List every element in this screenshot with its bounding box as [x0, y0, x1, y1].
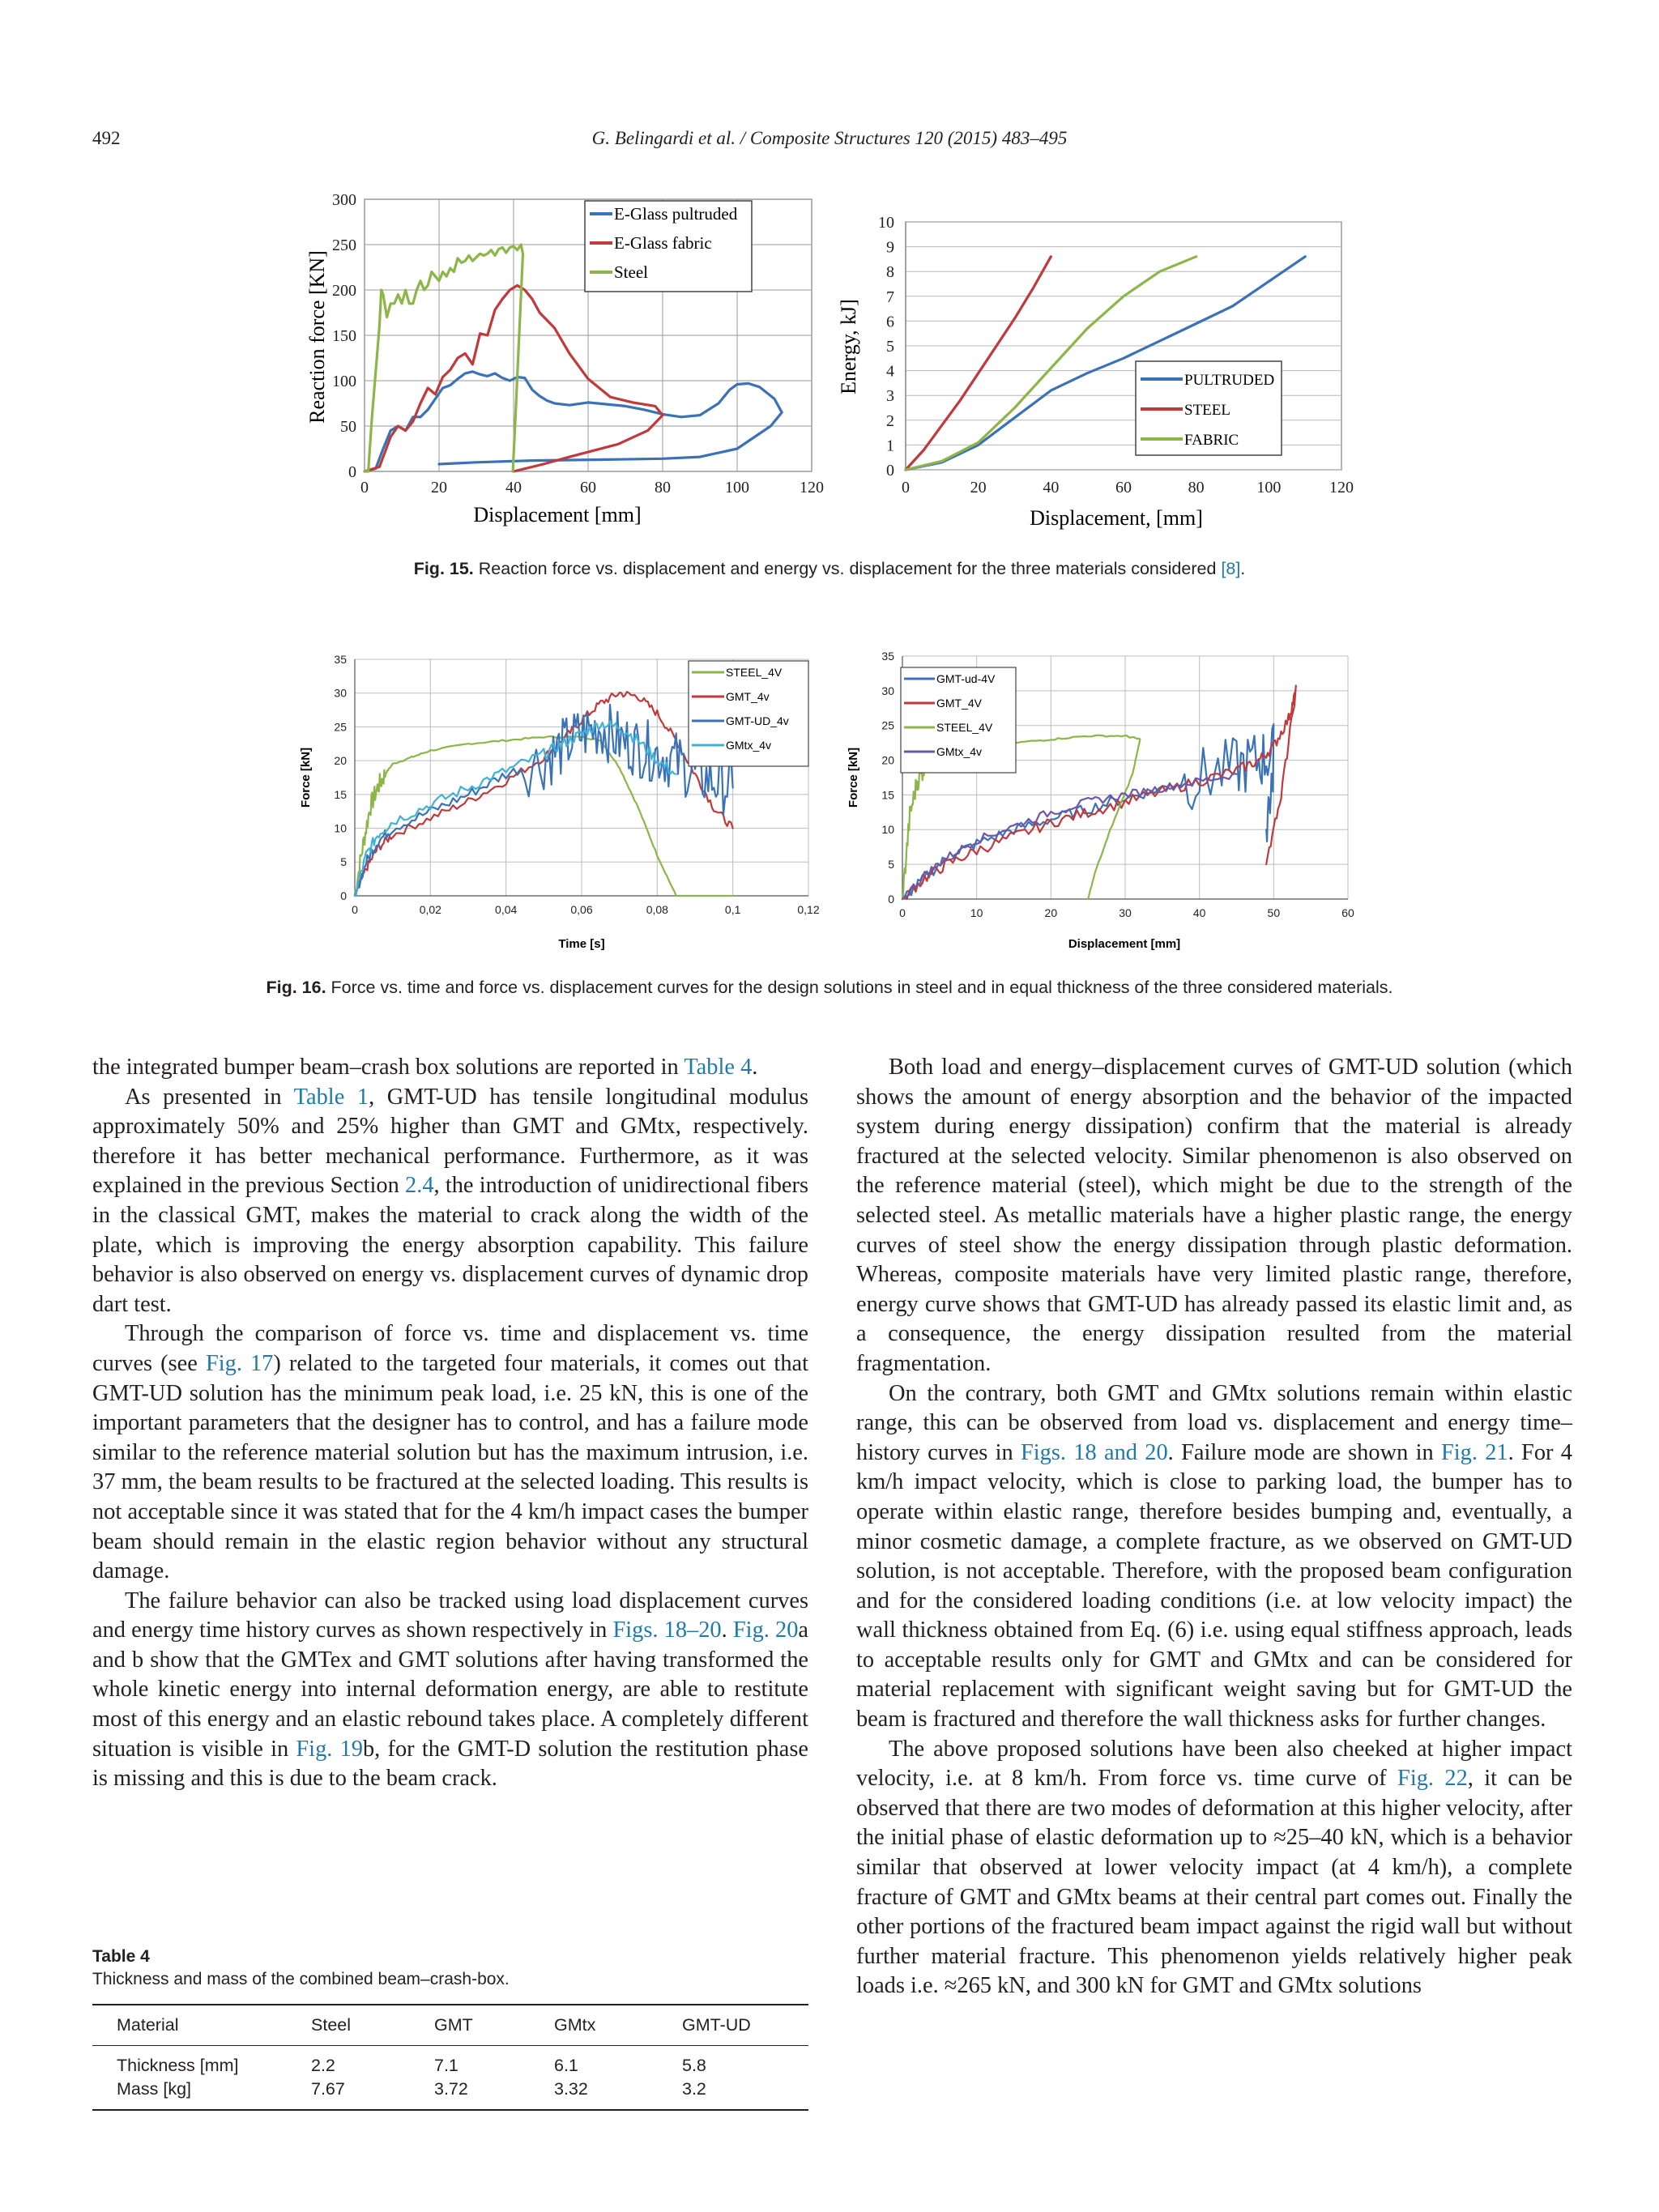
table-cell: Thickness [mm] [117, 2056, 239, 2075]
right-p2-b: . Failure mode are shown in [1167, 1439, 1434, 1465]
left-p4-c: a and b show that the GMTex and GMT solutions after having transformed the whole kinetic energy into internal deformation energy, are able to restitute most of this energy and an elastic rebound takes place. A completely different situation is visible in [92, 1617, 809, 1762]
xtick-label: 0 [352, 903, 358, 916]
xtick-label: 100 [725, 479, 749, 497]
fig16a-legend-label-1: GMT_4v [726, 690, 770, 703]
page-number: 492 [92, 128, 121, 148]
ytick-label: 0 [888, 892, 894, 906]
ytick-label: 35 [334, 652, 347, 666]
right-p3-a: The above proposed solutions have been also cheeked at higher impact velocity, i.e. at 8 km/h. From force vs. time curve of [856, 1736, 1572, 1792]
ytick-label: 150 [332, 327, 356, 345]
xtick-label: 0,02 [419, 903, 441, 916]
fig16b-legend-label-2: STEEL_4V [936, 721, 993, 734]
xtick-label: 0,06 [570, 903, 593, 916]
table-cell: 7.1 [434, 2056, 458, 2075]
table-4 [92, 1947, 808, 2111]
ytick-label: 1 [886, 437, 894, 455]
table-header-cell: GMT [434, 2015, 473, 2035]
xtick-label: 20 [431, 479, 447, 497]
xtick-label: 60 [1115, 479, 1132, 497]
ytick-label: 10 [334, 821, 347, 835]
ytick-label: 30 [881, 684, 894, 697]
fig16-svg [298, 640, 1364, 956]
table-cell: 3.2 [682, 2079, 706, 2099]
ytick-label: 7 [886, 288, 894, 306]
section-2-4-link[interactable]: 2.4 [405, 1173, 434, 1199]
ytick-label: 200 [332, 282, 356, 300]
left-paragraph-1 [92, 1053, 808, 1083]
fig15-caption-text: Reaction force vs. displacement and energy vs. displacement for the three materials considered [478, 559, 1217, 578]
table-header-cell: Material [117, 2015, 179, 2035]
fig17-link[interactable]: Fig. 17 [205, 1350, 274, 1376]
ytick-label: 10 [881, 823, 894, 837]
ytick-label: 100 [332, 373, 356, 390]
table1-link[interactable]: Table 1 [293, 1084, 369, 1110]
fig22-link[interactable]: Fig. 22 [1397, 1766, 1468, 1792]
fig21-link[interactable]: Fig. 21 [1440, 1439, 1508, 1465]
ytick-label: 0 [348, 463, 356, 481]
fig15a-legend-label-1: E-Glass fabric [614, 233, 712, 253]
fig20-link[interactable]: Fig. 20 [732, 1617, 799, 1643]
ytick-label: 2 [886, 411, 894, 430]
xtick-label: 80 [655, 479, 671, 497]
ytick-label: 9 [886, 238, 894, 257]
xtick-label: 100 [1256, 479, 1282, 497]
fig15b-legend [1136, 361, 1282, 455]
left-p4-d: b, for the GMT-D solution the restitution phase is missing and this is due to the beam crack. [92, 1736, 808, 1792]
fig16b-ylabel: Force [kN] [847, 747, 860, 808]
fig16b-legend-label-1: GMT_4V [936, 697, 983, 710]
xtick-label: 80 [1188, 479, 1205, 497]
fig15-svg [300, 185, 1361, 533]
ytick-label: 6 [886, 313, 894, 331]
ytick-label: 10 [878, 214, 894, 232]
fig15a-legend-label-2: Steel [614, 262, 648, 282]
ytick-label: 15 [881, 788, 894, 802]
xtick-label: 30 [1119, 906, 1132, 919]
right-paragraph-2 [856, 1379, 1572, 1735]
fig15a-plot [305, 191, 824, 526]
table4-label: Table 4 [92, 1947, 150, 1966]
table-cell: 3.32 [554, 2079, 588, 2099]
xtick-label: 10 [970, 906, 983, 919]
left-p2-c: , the introduction of unidirectional fibers in the classical GMT, makes the material to crack along the width of the plate, which is improving the energy absorption capability. This failure behavior is also observed on energy vs. displacement curves of dynamic drop dart test. [92, 1173, 809, 1317]
table-header-cell: Steel [311, 2015, 352, 2035]
ytick-label: 300 [332, 191, 356, 209]
ytick-label: 25 [334, 720, 347, 734]
xtick-label: 40 [1192, 906, 1206, 919]
xtick-label: 120 [800, 479, 824, 497]
left-p1-end: . [752, 1055, 758, 1080]
right-p2-c: . For 4 km/h impact velocity, which is close to parking load, the bumper has to operate within elastic range, therefore besides bumping and, eventually, a minor cosmetic damage, a complete fracture, as we observed on GMT-UD solution, is not acceptable. Therefore, with the proposed beam configuration and for the considered loading conditions (i.e. at low velocity impact) the wall thickness obtained from Eq. (6) i.e. using equal stiffness approach, leads to acceptable results only for GMT and GMtx and can be considered for material replacement with significant weight saving but for GMT-UD the beam is fractured and therefore the wall thickness asks for further changes. [856, 1439, 1572, 1733]
fig16b-legend-label-3: GMtx_4v [936, 745, 983, 758]
xtick-label: 0,12 [797, 903, 820, 916]
ytick-label: 15 [334, 787, 347, 801]
body-right-column [856, 1053, 1572, 2001]
fig16b-legend [901, 667, 1016, 773]
fig16b-legend-label-0: GMT-ud-4V [936, 672, 996, 685]
ytick-label: 0 [886, 462, 894, 479]
fig16a-legend-label-2: GMT-UD_4v [726, 714, 789, 727]
fig15b-plot [837, 214, 1354, 530]
fig16a-ylabel: Force [kN] [299, 747, 313, 808]
ytick-label: 35 [881, 649, 894, 663]
xtick-label: 0 [902, 479, 910, 497]
fig15b-xlabel: Displacement, [mm] [1030, 506, 1203, 530]
xtick-label: 0 [360, 479, 369, 497]
ytick-label: 20 [881, 753, 894, 767]
xtick-label: 40 [1043, 479, 1060, 497]
ytick-label: 5 [340, 855, 347, 869]
table-cell: 2.2 [311, 2056, 335, 2075]
fig16-caption [0, 978, 1659, 998]
fig16b-plot [847, 650, 1354, 951]
left-p4-a: The failure behavior can also be tracked using load displacement curves and energy time history curves as shown respectively in [92, 1588, 808, 1643]
ytick-label: 5 [888, 858, 894, 872]
table-row [92, 2078, 808, 2110]
table-row [92, 2046, 808, 2078]
ytick-label: 3 [886, 387, 894, 406]
xtick-label: 50 [1267, 906, 1281, 919]
xtick-label: 120 [1329, 479, 1354, 497]
fig16a-series [355, 692, 733, 896]
fig15-caption-ref[interactable]: [8] [1221, 559, 1241, 578]
xtick-label: 0,08 [646, 903, 668, 916]
fig15b-ticks [878, 214, 1354, 497]
table4-caption: Thickness and mass of the combined beam–crash-box. [92, 1970, 510, 1988]
fig15b-ylabel: Energy, kJ] [837, 299, 860, 394]
fig15b-legend-label-2: FABRIC [1184, 432, 1239, 449]
ytick-label: 0 [340, 889, 347, 902]
table-cell: 6.1 [554, 2056, 578, 2075]
table4-grid [92, 2004, 808, 2111]
xtick-label: 40 [505, 479, 522, 497]
fig15b-legend-label-1: STEEL [1184, 402, 1230, 419]
xtick-label: 20 [970, 479, 987, 497]
fig16a-plot [299, 653, 820, 951]
right-paragraph-1: Both load and energy–displacement curves of GMT-UD solution (which shows the amount of energy absorption and the behavior of the impacted system during energy dissipation) confirm that the material is already fractured at the selected velocity. Similar phenomenon is also observed on the reference material (steel), which might be due to the strength of the selected steel. As metallic materials have a higher plastic range, the energy curves of steel show the energy dissipation through plastic deformation. Whereas, composite materials have very limited plastic range, therefore, energy curve shows that GMT-UD has already passed its elastic limit and, as a consequence, the energy dissipation resulted from the material fragmentation. [856, 1055, 1572, 1376]
left-p2-b: , GMT-UD has tensile longitudinal modulus approximately 50% and 25% higher than GMT and GMtx, respectively. therefore it has better mechanical performance. Furthermore, as it was explained in the previous Section [92, 1084, 808, 1199]
xtick-label: 0,1 [724, 903, 741, 916]
table-cell: Mass [kg] [117, 2079, 191, 2099]
ytick-label: 20 [334, 754, 347, 768]
running-head: G. Belingardi et al. / Composite Structures 120 (2015) 483–495 [591, 128, 1068, 148]
figs18-20-link[interactable]: Figs. 18–20 [612, 1617, 722, 1643]
left-p3-a: Through the comparison of force vs. time and displacement vs. time curves (see [92, 1321, 808, 1376]
fig15a-legend [585, 201, 752, 292]
table-cell: 5.8 [682, 2056, 706, 2075]
ytick-label: 50 [340, 418, 356, 436]
xtick-label: 60 [1341, 906, 1354, 919]
left-p1-text: the integrated bumper beam–crash box solutions are reported in [92, 1055, 679, 1080]
right-paragraph-3 [856, 1735, 1572, 2001]
fig16-label: Fig. 16. [266, 978, 326, 997]
fig15a-ylabel: Reaction force [KN] [305, 250, 329, 424]
fig16a-xlabel: Time [s] [558, 937, 605, 951]
ytick-label: 250 [332, 237, 356, 254]
fig15b-legend-label-0: PULTRUDED [1184, 372, 1275, 389]
series-line-gmt-ud-4v [355, 705, 733, 896]
fig19-link[interactable]: Fig. 19 [296, 1736, 363, 1762]
ytick-label: 8 [886, 263, 894, 282]
body-left-column [92, 1053, 808, 1794]
series-line-steel [906, 257, 1051, 470]
left-p4-b: . [721, 1617, 727, 1643]
fig16a-legend-label-0: STEEL_4V [726, 666, 783, 679]
figs18-20-link[interactable]: Figs. 18 and 20 [1020, 1439, 1168, 1465]
left-p3-b: ) related to the targeted four materials, it comes out that GMT-UD solution has the minimum peak load, i.e. 25 kN, this is one of the important parameters that the designer has to control, and has a failure mode similar to the reference material solution but has the maximum intrusion, i.e. 37 mm, the beam results to be fractured at the selected loading. This results is not acceptable since it was stated that for the 4 km/h impact cases the bumper beam should remain in the elastic region behavior without any structural damage. [92, 1350, 808, 1584]
xtick-label: 0,04 [495, 903, 518, 916]
left-p2-a: As presented in [125, 1084, 282, 1110]
left-paragraph-2 [92, 1083, 808, 1320]
fig16b-xlabel: Displacement [mm] [1068, 937, 1181, 951]
ytick-label: 4 [886, 362, 894, 381]
xtick-label: 0 [899, 906, 906, 919]
ytick-label: 30 [334, 686, 347, 700]
ytick-label: 5 [886, 338, 894, 356]
table-header-row [92, 2005, 808, 2046]
series-line-gmt-4v [355, 692, 733, 896]
table-cell: 7.67 [311, 2079, 345, 2099]
figure-16 [298, 640, 1364, 960]
figure-15 [300, 185, 1361, 537]
fig15-label: Fig. 15. [413, 559, 474, 578]
right-p3-b: , it can be observed that there are two modes of deformation at this higher velocity, after the initial phase of elastic deformation up to ≈25–40 kN, which is a behavior similar that observed at lower velocity impact (at 4 km/h), a complete fracture of GMT and GMtx beams at their central part comes out. Finally the other portions of the fractured beam impact against the rigid wall but without further material fracture. This phenomenon yields relatively higher peak loads i.e. ≈265 kN, and 300 kN for GMT and GMtx solutions [856, 1766, 1572, 1999]
ytick-label: 25 [881, 718, 894, 732]
table-header-cell: GMtx [554, 2015, 596, 2035]
table-cell: 3.72 [434, 2079, 468, 2099]
table-header-cell: GMT-UD [682, 2015, 751, 2035]
fig15a-legend-label-0: E-Glass pultruded [614, 204, 738, 224]
left-paragraph-4 [92, 1587, 808, 1794]
fig16a-legend-label-3: GMtx_4v [726, 739, 772, 752]
table4-link[interactable]: Table 4 [684, 1055, 753, 1080]
fig15-caption [0, 559, 1659, 579]
left-paragraph-3 [92, 1319, 808, 1586]
xtick-label: 60 [580, 479, 596, 497]
fig16-caption-text: Force vs. time and force vs. displacement curves for the design solutions in steel and in equal thickness of the three considered materials. [331, 978, 1393, 997]
fig16a-legend [689, 661, 808, 766]
right-p2-a: On the contrary, both GMT and GMtx solutions remain within elastic range, this can be observed from load vs. displacement and energy time–history curves in [856, 1380, 1572, 1465]
xtick-label: 20 [1044, 906, 1058, 919]
fig15-caption-period: . [1240, 559, 1246, 578]
fig15a-xlabel: Displacement [mm] [473, 503, 642, 526]
